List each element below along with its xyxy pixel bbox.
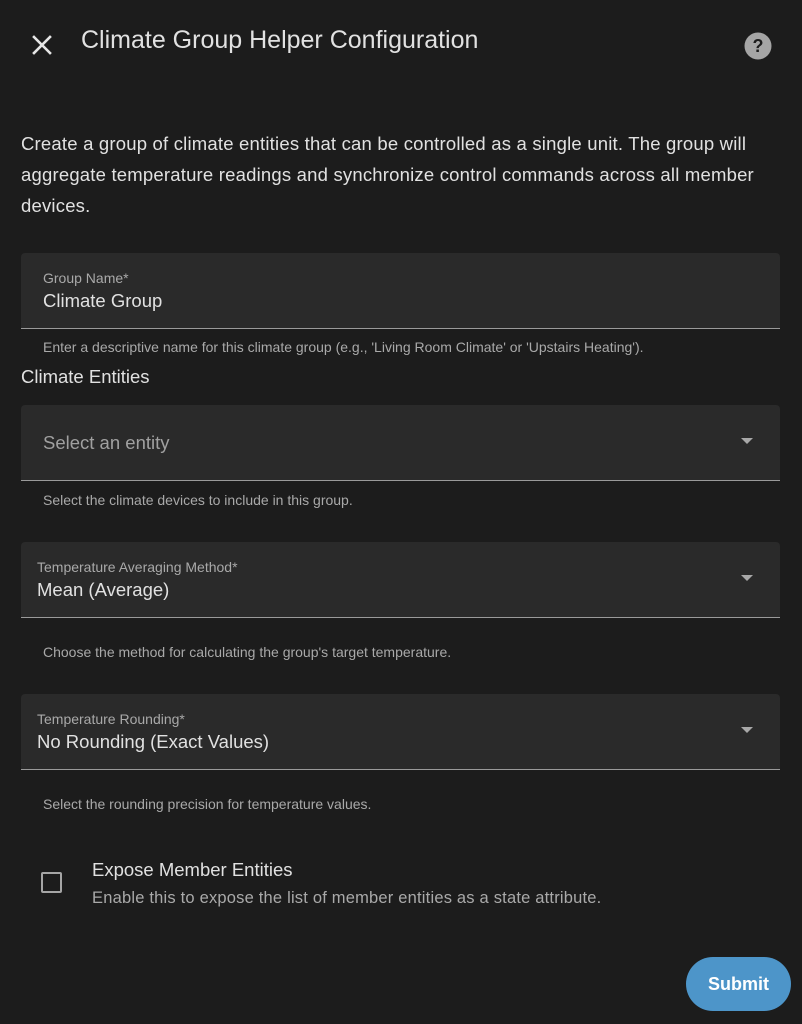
group-name-label: Group Name*: [43, 270, 129, 286]
rounding-helper: Select the rounding precision for temperature values.: [43, 796, 372, 812]
rounding-select[interactable]: [21, 694, 780, 770]
dialog-description: Create a group of climate entities that can be controlled as a single unit. The group will aggregate temperature readings and synchronize control commands across all member devices.: [21, 133, 754, 216]
dropdown-arrow-icon[interactable]: [741, 727, 753, 733]
dialog-title: Climate Group Helper Configuration: [81, 26, 479, 54]
averaging-method-select[interactable]: [21, 542, 780, 618]
group-name-field[interactable]: [21, 253, 780, 329]
help-icon[interactable]: [743, 31, 773, 61]
averaging-method-value: Mean (Average): [37, 579, 170, 600]
group-name-value: Climate Group: [43, 290, 163, 311]
submit-button[interactable]: Submit: [686, 957, 791, 1011]
averaging-method-label: Temperature Averaging Method*: [37, 559, 238, 575]
expose-members-title: Expose Member Entities: [92, 859, 293, 880]
entity-picker-helper: Select the climate devices to include in this group.: [43, 492, 353, 508]
dropdown-arrow-icon[interactable]: [741, 438, 753, 444]
rounding-value: No Rounding (Exact Values): [37, 731, 270, 752]
entity-picker[interactable]: [21, 405, 780, 481]
rounding-label: Temperature Rounding*: [37, 711, 185, 727]
entity-picker-placeholder: Select an entity: [43, 432, 170, 453]
averaging-method-helper: Choose the method for calculating the group's target temperature.: [43, 644, 452, 660]
climate-entities-label: Climate Entities: [21, 366, 150, 387]
close-icon[interactable]: [26, 29, 58, 61]
svg-text:?: ?: [752, 36, 764, 56]
expose-members-description: Enable this to expose the list of member entities as a state attribute.: [92, 889, 602, 907]
dropdown-arrow-icon[interactable]: [741, 575, 753, 581]
expose-members-checkbox[interactable]: [41, 872, 62, 893]
dialog-header: [0, 0, 802, 88]
group-name-helper: Enter a descriptive name for this climate group (e.g., 'Living Room Climate' or 'Upstairs Heating').: [43, 339, 644, 355]
